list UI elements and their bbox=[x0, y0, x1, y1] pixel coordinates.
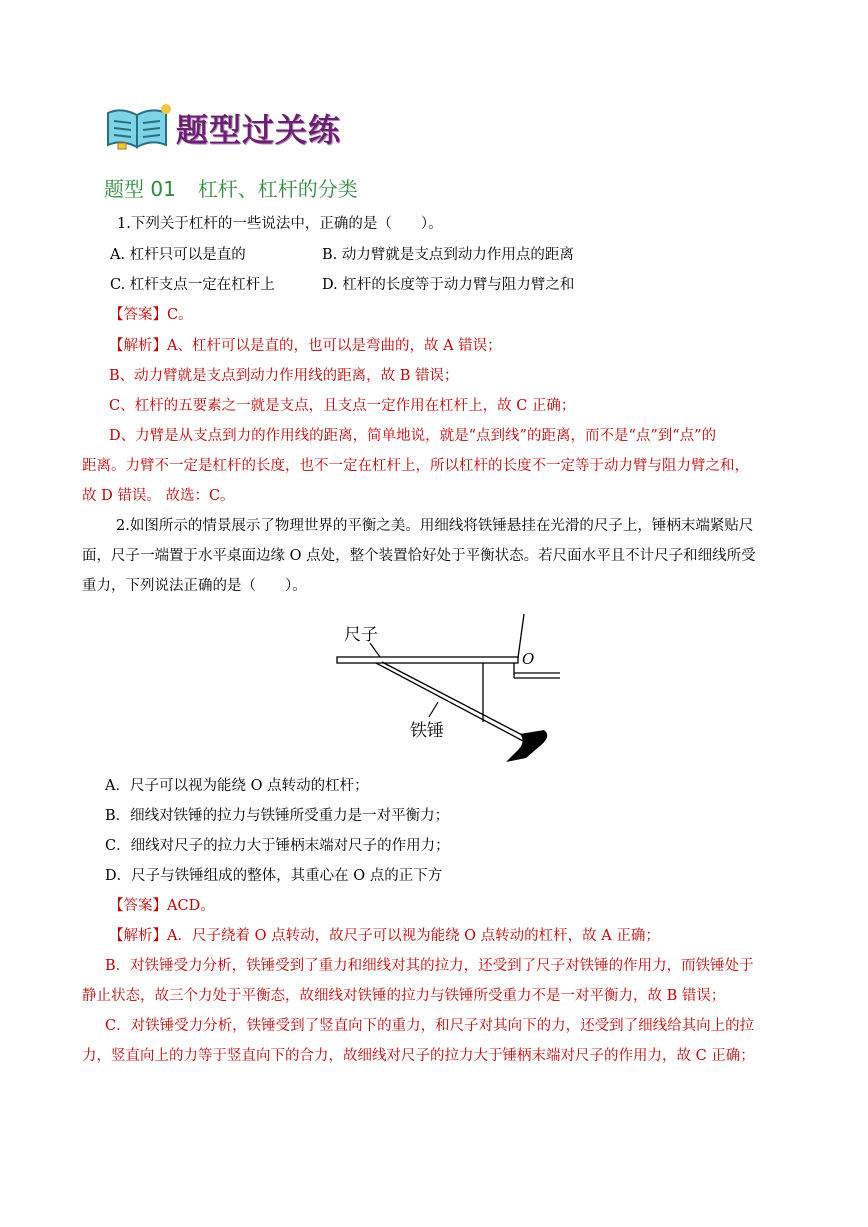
q1-analysis-c: C、杠杆的五要素之一就是支点，且支点一定作用在杠杆上，故 C 正确； bbox=[109, 398, 576, 414]
section-heading bbox=[104, 173, 358, 202]
page-title: 题型过关练 bbox=[176, 111, 342, 149]
pivot-label: O bbox=[522, 650, 535, 668]
q2-option-b: B．细线对铁锤的拉力与铁锤所受重力是一对平衡力； bbox=[105, 808, 450, 824]
q2-option-d: D．尺子与铁锤组成的整体，其重心在 O 点的正下方 bbox=[105, 868, 443, 884]
book-icon bbox=[104, 103, 174, 151]
lever-hammer-figure bbox=[330, 612, 570, 772]
analysis-tag: 【解析】 bbox=[109, 338, 167, 354]
answer-tag: 【答案】 bbox=[109, 898, 167, 914]
q2-analysis-a: 【解析】A．尺子绕着 O 点转动，故尺子可以视为能绕 O 点转动的杠杆，故 A 正确； bbox=[109, 928, 660, 944]
analysis-tag: 【解析】 bbox=[109, 928, 167, 944]
hammer-handle-top bbox=[382, 662, 528, 738]
q1-option-d: D. 杠杆的长度等于动力臂与阻力臂之和 bbox=[322, 277, 575, 293]
ruler-leader bbox=[370, 643, 380, 657]
hammer-label: 铁锤 bbox=[410, 721, 444, 741]
q2-analysis-c1: C．对铁锤受力分析，铁锤受到了竖直向下的重力，和尺子对其向下的力，还受到了细线给其向上的拉 bbox=[105, 1018, 755, 1034]
q1-analysis-d2: 距离。力臂不一定是杠杆的长度，也不一定在杠杆上，所以杠杆的长度不一定等于动力臂与阻力臂之和， bbox=[82, 458, 749, 474]
q1-option-a: A. 杠杆只可以是直的 bbox=[110, 247, 246, 263]
title-banner bbox=[104, 101, 384, 151]
question-1-stem: 1.下列关于杠杆的一些说法中，正确的是（ ）。 bbox=[117, 216, 443, 232]
ruler-label: 尺子 bbox=[344, 625, 378, 645]
q1-analysis-d1: D、力臂是从支点到力的作用线的距离，简单地说，就是“点到线”的距离，而不是“点”到“点”的 bbox=[109, 428, 717, 444]
question-2-stem-line2: 面，尺子一端置于水平桌面边缘 O 点处，整个装置恰好处于平衡状态。若尺面水平且不计尺子和细线所受 bbox=[82, 548, 756, 564]
section-name: 杠杆、杠杆的分类 bbox=[197, 177, 358, 201]
hammer-leader bbox=[429, 702, 438, 717]
q1-option-c: C. 杠杆支点一定在杠杆上 bbox=[110, 277, 275, 293]
hammer-handle-bottom bbox=[376, 663, 525, 742]
q2-option-a: A．尺子可以视为能绕 O 点转动的杠杆； bbox=[105, 778, 369, 794]
q2-analysis-b2: 静止状态，故三个力处于平衡态，故细线对铁锤的拉力与铁锤所受重力不是一对平衡力，故 B 错误； bbox=[82, 988, 726, 1004]
q2-answer: 【答案】ACD。 bbox=[109, 898, 215, 914]
question-2-stem-line3: 重力，下列说法正确的是（ ）。 bbox=[82, 578, 307, 594]
q2-option-c: C．细线对尺子的拉力大于锤柄末端对尺子的作用力； bbox=[105, 838, 450, 854]
q2-analysis-c2: 力，竖直向上的力等于竖直向下的合力，故细线对尺子的拉力大于锤柄末端对尺子的作用力，故 C 正确； bbox=[82, 1048, 755, 1064]
q1-analysis-b: B、动力臂就是支点到动力作用线的距离，故 B 错误； bbox=[109, 368, 459, 384]
q1-analysis-d3: 故 D 错误。 故选：C。 bbox=[82, 488, 235, 504]
q1-answer: 【答案】C。 bbox=[109, 307, 193, 323]
q2-analysis-b1: B．对铁锤受力分析，铁锤受到了重力和细线对其的拉力，还受到了尺子对铁锤的作用力，而铁锤处于 bbox=[105, 958, 754, 974]
q1-option-b: B. 动力臂就是支点到动力作用点的距离 bbox=[322, 247, 574, 263]
ruler-shape bbox=[337, 657, 518, 663]
section-number: 题型 01 bbox=[104, 177, 176, 201]
answer-tag: 【答案】 bbox=[109, 307, 167, 323]
question-2-stem-line1: 2.如图所示的情景展示了物理世界的平衡之美。用细线将铁锤悬挂在光滑的尺子上，锤柄末端紧贴尺 bbox=[116, 518, 754, 534]
q1-analysis-a: 【解析】A、杠杆可以是直的，也可以是弯曲的，故 A 错误； bbox=[109, 338, 502, 354]
